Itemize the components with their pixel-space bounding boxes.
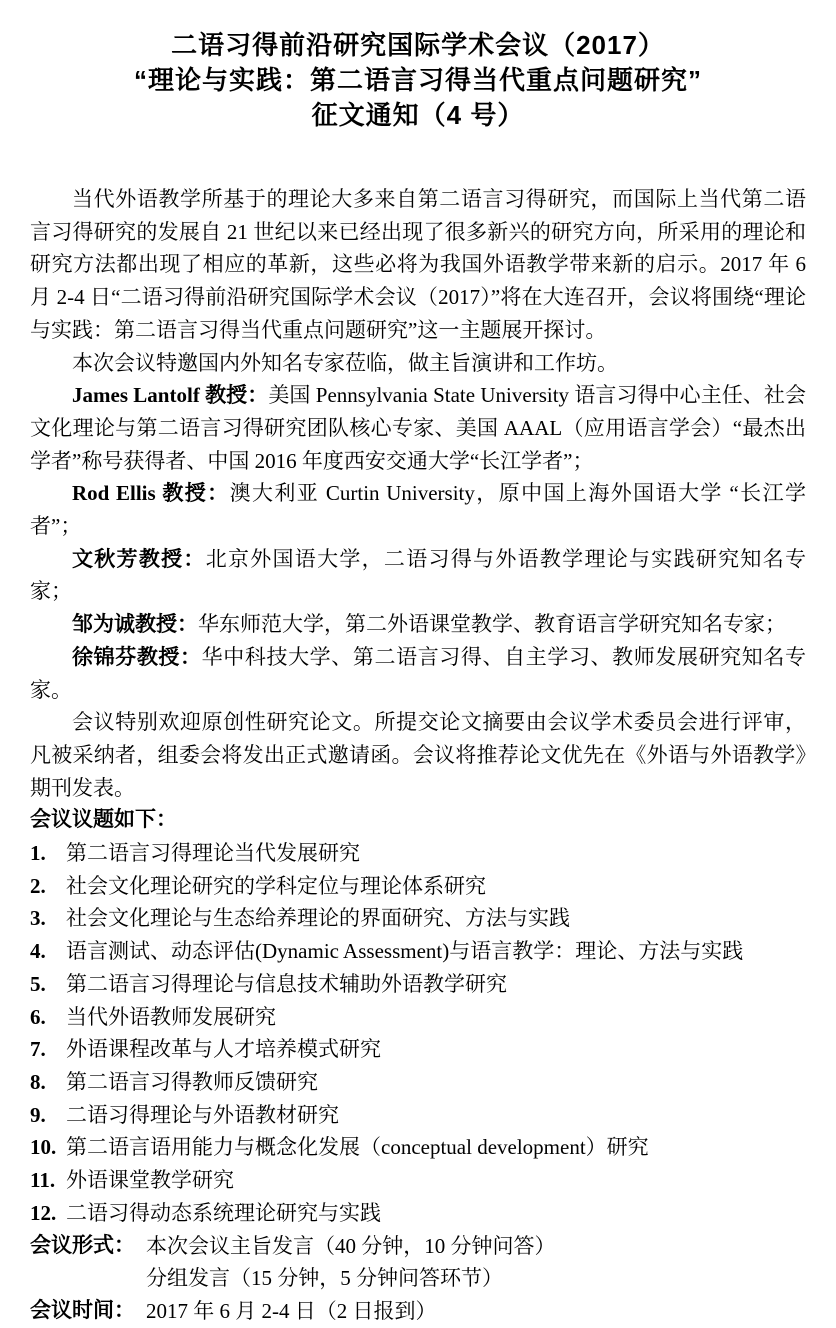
agenda-item-number: 12. [30, 1200, 57, 1225]
agenda-item-3 [30, 902, 806, 935]
agenda-item-number: 3. [30, 906, 46, 931]
title-line-theme: “理论与实践：第二语言习得当代重点问题研究” [133, 65, 702, 95]
agenda-item-number: 9. [30, 1102, 46, 1127]
speaker-description: 北京外国语大学，二语习得与外语教学理论与实践研究知名专家； [30, 546, 806, 604]
agenda-item-text: 第二语言习得理论当代发展研究 [66, 841, 360, 866]
speaker-wen-qiufang [30, 543, 806, 608]
agenda-item-2 [30, 870, 806, 903]
agenda-item-5 [30, 968, 806, 1001]
speaker-xu-jinfen [30, 641, 806, 706]
speaker-description: 华东师范大学，第二外语课堂教学、教育语言学研究知名专家； [198, 612, 786, 637]
agenda-item-text: 社会文化理论与生态给养理论的界面研究、方法与实践 [66, 906, 570, 931]
agenda-item-number: 7. [30, 1037, 46, 1062]
intro-paragraph [30, 183, 806, 347]
agenda-item-10 [30, 1131, 806, 1164]
agenda-item-text: 第二语言习得理论与信息技术辅助外语教学研究 [66, 971, 507, 996]
title-line-conference: 二语习得前沿研究国际学术会议（2017） [171, 30, 665, 60]
conference-time-label: 会议时间： [30, 1298, 135, 1322]
speaker-description: 华中科技大学、第二语言习得、自主学习、教师发展研究知名专家。 [30, 644, 807, 702]
paragraph-text: 本次会议特邀国内外知名专家莅临，做主旨演讲和工作坊。 [72, 350, 618, 375]
speaker-name-lead: 邹为诚教授： [72, 612, 198, 637]
agenda-item-4 [30, 935, 806, 968]
agenda-item-12 [30, 1197, 806, 1230]
agenda-item-number: 4. [30, 939, 46, 964]
agenda-item-number: 8. [30, 1069, 46, 1094]
conference-time-value: 2017 年 6 月 2-4 日（2 日报到） [146, 1298, 437, 1323]
agenda-item-text: 社会文化理论研究的学科定位与理论体系研究 [66, 873, 486, 898]
agenda-item-number: 11. [30, 1168, 56, 1193]
speaker-name-lead: 文秋芳教授： [72, 546, 206, 571]
speaker-name-lead: Rod Ellis 教授： [72, 481, 230, 506]
format-session-line: 分组发言（15 分钟，5 分钟问答环节） [146, 1266, 503, 1291]
agenda-item-number: 1. [30, 841, 46, 866]
speaker-name-lead: 徐锦芬教授： [72, 644, 202, 669]
agenda-item-7 [30, 1033, 806, 1066]
agenda-item-8 [30, 1066, 806, 1099]
conference-format-value [146, 1230, 806, 1295]
paragraph-text: 会议特别欢迎原创性研究论文。所提交论文摘要由会议学术委员会进行评审，凡被采纳者，组委会将发出正式邀请函。会议将推荐论文优先在《外语与外语教学》期刊发表。 [30, 710, 806, 800]
agenda-item-text: 二语习得理论与外语教材研究 [66, 1102, 339, 1127]
agenda-item-text: 外语课程改革与人才培养模式研究 [66, 1037, 381, 1062]
agenda-item-text: 第二语言习得教师反馈研究 [66, 1069, 318, 1094]
title-line-notice: 征文通知（4 号） [311, 100, 525, 130]
agenda-item-6 [30, 1001, 806, 1034]
agenda-item-text: 语言测试、动态评估(Dynamic Assessment)与语言教学：理论、方法与实践 [66, 939, 744, 964]
document-body [30, 183, 806, 1328]
speaker-james-lantolf [30, 379, 806, 477]
conference-format-row [30, 1230, 806, 1295]
agenda-item-text: 外语课堂教学研究 [66, 1168, 234, 1193]
agenda-item-text: 二语习得动态系统理论研究与实践 [66, 1200, 381, 1225]
submission-paragraph [30, 706, 806, 804]
speaker-rod-ellis [30, 477, 806, 542]
speaker-description: 澳大利亚 Curtin University，原中国上海外国语大学 “长江学者”； [30, 481, 806, 539]
conference-time-row [30, 1295, 806, 1328]
agenda-item-9 [30, 1099, 806, 1132]
agenda-heading: 会议议题如下： [30, 808, 177, 832]
agenda-item-number: 6. [30, 1004, 46, 1029]
conference-format-label: 会议形式： [30, 1233, 135, 1257]
speaker-description: 美国 Pennsylvania State University 语言习得中心主任、社会文化理论与第二语言习得研究团队核心专家、美国 AAAL（应用语言学会）“最杰出学者”称号获得者、中国 2016 年度西安交通大学“长江学者”； [30, 383, 806, 473]
paragraph-text: 当代外语教学所基于的理论大多来自第二语言习得研究，而国际上当代第二语言习得研究的发展自 21 世纪以来已经出现了很多新兴的研究方向，所采用的理论和研究方法都出现了相应的革新，这些必将为我国外语教学带来新的启示。2017 年 6 月 2-4 日“二语习得前沿研究国际学术会议（2017）”将在大连召开，会议将围绕“理论与实践：第二语言习得当代重点问题研究”这一主题展开探讨。 [30, 187, 806, 342]
format-keynote-line: 本次会议主旨发言（40 分钟，10 分钟问答） [146, 1233, 556, 1258]
agenda-item-number: 2. [30, 873, 46, 898]
agenda-item-number: 10. [30, 1135, 57, 1160]
agenda-item-number: 5. [30, 971, 46, 996]
agenda-item-text: 第二语言语用能力与概念化发展（conceptual development）研究 [66, 1135, 649, 1160]
speaker-zou-weicheng [30, 608, 806, 641]
agenda-item-1 [30, 837, 806, 870]
agenda-item-text: 当代外语教师发展研究 [66, 1004, 276, 1029]
invitation-paragraph [30, 347, 806, 380]
document-title [30, 28, 806, 133]
agenda-item-11 [30, 1164, 806, 1197]
speaker-name-lead: James Lantolf 教授： [72, 383, 269, 408]
